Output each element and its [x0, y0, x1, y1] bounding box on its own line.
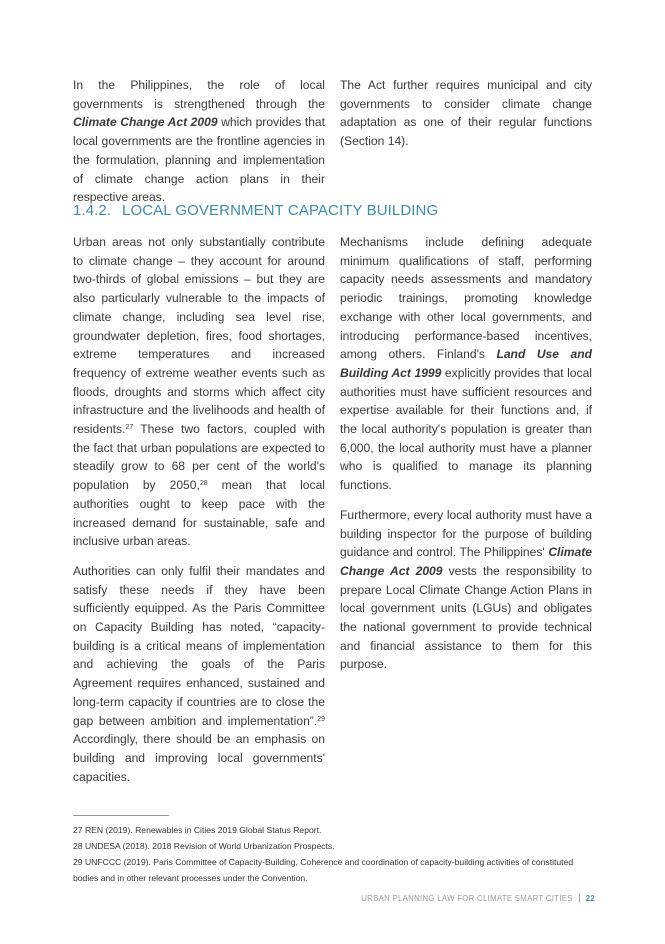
text-run: These two factors, coupled with the fact that urban populations are expected to steadily grow to 68 per cent of the world's population by 2050,: [73, 422, 325, 493]
footnote-divider: [73, 815, 169, 816]
footnote-28: 28 UNDESA (2018). 2018 Revision of World Urbanization Prospects.: [73, 841, 335, 851]
section-number: 1.4.2.: [73, 202, 112, 219]
footnotes: [73, 822, 593, 886]
left-column: [73, 233, 325, 797]
paragraph: [340, 506, 592, 674]
paragraph: [340, 76, 592, 151]
intro-left-column: [73, 76, 325, 218]
text-run: Accordingly, there should be an emphasis on building and improving local governments' capacities.: [73, 732, 325, 784]
text-run: vests the responsibility to prepare Local Climate Change Action Plans in local government units (LGUs) and obligates the national government to provide technical and financial assistance to them for this purpose.: [340, 563, 592, 672]
page-number: 22: [585, 894, 595, 903]
right-column: [340, 233, 592, 685]
page-footer: [361, 893, 595, 903]
text-run: In the Philippines, the role of local governments is strengthened through the: [73, 78, 325, 111]
text-run: Authorities can only fulfil their mandates and satisfy these needs if they have been sufficiently equipped. As the Paris Committee on Capacity Building has noted, “capacity-building is a critical means of implementation and achieving the goals of the Paris Agreement requires enhanced, sustained and long-term capacity if countries are to close the gap between ambition and implementation”.: [73, 563, 325, 728]
footer-separator: [579, 893, 580, 903]
footer-title: URBAN PLANNING LAW FOR CLIMATE SMART CITIES: [361, 894, 573, 903]
footnote-ref: 27: [125, 424, 134, 432]
footnote-ref: 28: [199, 480, 208, 488]
act-title: Climate Change Act 2009: [73, 115, 218, 130]
text-run: explicitly provides that local authorities must have sufficient resources and expertise available for their functions and, if the local authority's population is greater than 6,000, the local authority must have a planner who is qualified to manage its planning functions.: [340, 365, 592, 493]
paragraph: [73, 233, 325, 551]
act-title: Land Use and Building Act 1999: [340, 347, 592, 380]
text-run: mean that local authorities ought to keep pace with the increased demand for sustainable, safe and inclusive urban areas.: [73, 478, 325, 549]
intro-right-column: [340, 76, 592, 162]
text-run: Urban areas not only substantially contribute to climate change – they account for around two-thirds of global emissions – but they are also particularly vulnerable to the impacts of climate change, including sea level rise, groundwater depletion, fires, food shortages, extreme temperatures and increased frequency of extreme weather events such as floods, droughts and storms which affect city infrastructure and the livelihoods and health of residents.: [73, 235, 325, 437]
paragraph: [73, 562, 325, 786]
section-title: LOCAL GOVERNMENT CAPACITY BUILDING: [122, 202, 439, 219]
text-run: Mechanisms include defining adequate minimum qualifications of staff, performing capacity needs assessments and mandatory periodic trainings, promoting knowledge exchange with other local governments, and introducing performance-based incentives, among others. Finland's: [340, 235, 592, 362]
footnote-27: 27 REN (2019). Renewables in Cities 2019 Global Status Report.: [73, 825, 322, 835]
paragraph: [340, 233, 592, 495]
text-run: The Act further requires municipal and city governments to consider climate change adaptation as one of their regular functions (Section 14).: [340, 78, 592, 149]
paragraph: [73, 76, 325, 207]
act-title: Climate Change Act 2009: [340, 545, 592, 578]
text-run: Furthermore, every local authority must have a building inspector for the purpose of building guidance and control. The Philippines': [340, 507, 592, 560]
text-run: which provides that local governments are the frontline agencies in the formulation, planning and implementation of climate change action plans in their respective areas.: [73, 115, 326, 205]
footnote-ref: 29: [317, 715, 325, 723]
section-heading: [73, 202, 438, 219]
footnote-29: 29 UNFCCC (2019). Paris Committee of Capacity-Building, Coherence and coordination of capacity-building activities of constituted bodies and in other relevant processes under the Convention.: [73, 857, 574, 883]
